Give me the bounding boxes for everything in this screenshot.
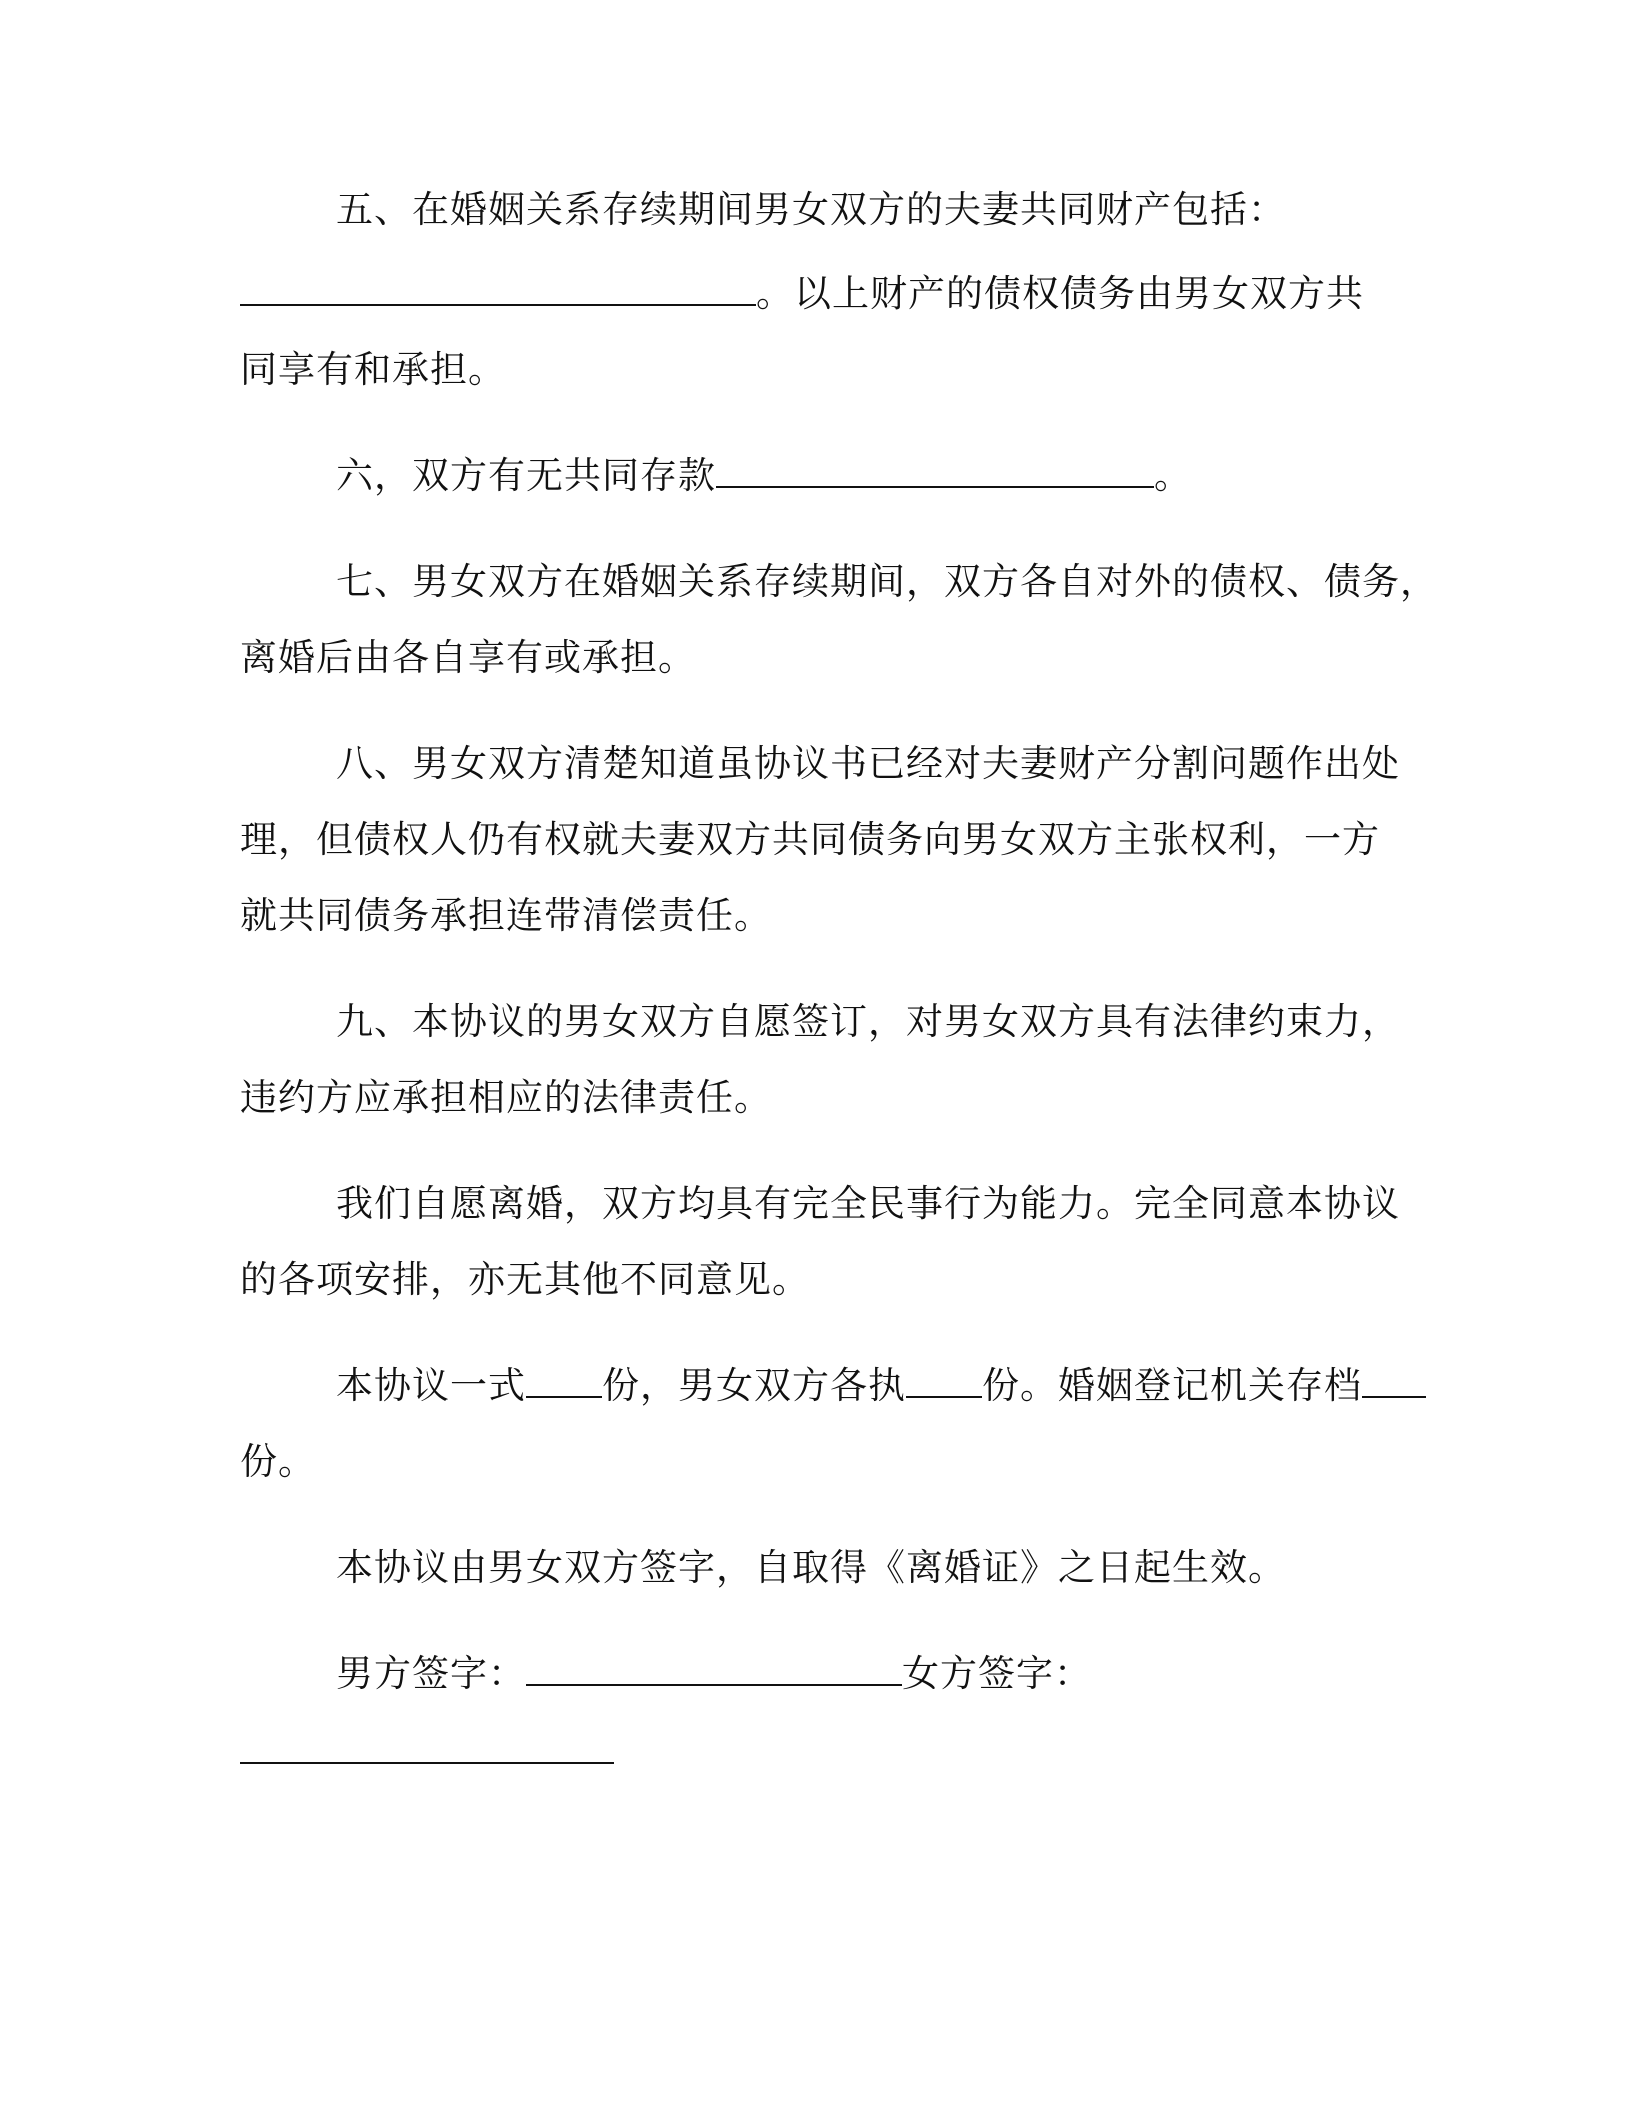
- copies-text-3: 份。婚姻登记机关存档: [982, 1364, 1362, 1407]
- clause-8-line-1: 八、男女双方清楚知道虽协议书已经对夫妻财产分割问题作出处: [336, 742, 1400, 785]
- copies-text-1: 本协议一式: [336, 1364, 526, 1407]
- signature-line: [336, 1650, 1092, 1698]
- effective-clause: 本协议由男女双方签字，自取得《离婚证》之日起生效。: [336, 1546, 1286, 1589]
- copies-text-2: 份，男女双方各执: [602, 1364, 906, 1407]
- clause-6-end: 。: [1154, 454, 1192, 497]
- copies-line-1: [336, 1362, 1426, 1410]
- clause-6: [336, 452, 1192, 500]
- clause-6-text: 六，双方有无共同存款: [336, 454, 716, 497]
- property-blank[interactable]: [240, 274, 756, 306]
- clause-9-line-2: 违约方应承担相应的法律责任。: [240, 1076, 772, 1119]
- clause-7-line-1: 七、男女双方在婚姻关系存续期间，双方各自对外的债权、债务，: [336, 560, 1438, 603]
- clause-5-line-2: [240, 270, 1364, 318]
- consent-line-1: 我们自愿离婚，双方均具有完全民事行为能力。完全同意本协议: [336, 1182, 1400, 1225]
- female-signature-line: [240, 1728, 614, 1776]
- copies-line-2: 份。: [240, 1440, 316, 1483]
- male-signature-field[interactable]: [526, 1654, 902, 1686]
- clause-8-line-2: 理，但债权人仍有权就夫妻双方共同债务向男女双方主张权利，一方: [240, 818, 1380, 861]
- female-signature-field[interactable]: [240, 1732, 614, 1764]
- clause-8-line-3: 就共同债务承担连带清偿责任。: [240, 894, 772, 937]
- male-signature-label: 男方签字：: [336, 1652, 526, 1695]
- female-signature-label: 女方签字：: [902, 1652, 1092, 1695]
- clause-5-line-1: 五、在婚姻关系存续期间男女双方的夫妻共同财产包括：: [336, 188, 1286, 231]
- each-party-copies-blank[interactable]: [906, 1366, 982, 1398]
- clause-9-line-1: 九、本协议的男女双方自愿签订，对男女双方具有法律约束力，: [336, 1000, 1400, 1043]
- total-copies-blank[interactable]: [526, 1366, 602, 1398]
- archive-copies-blank[interactable]: [1362, 1366, 1426, 1398]
- consent-line-2: 的各项安排，亦无其他不同意见。: [240, 1258, 810, 1301]
- clause-7-line-2: 离婚后由各自享有或承担。: [240, 636, 696, 679]
- clause-5-line-2-text: 。以上财产的债权债务由男女双方共: [756, 272, 1364, 315]
- clause-5-line-3: 同享有和承担。: [240, 348, 506, 391]
- deposit-blank[interactable]: [716, 456, 1154, 488]
